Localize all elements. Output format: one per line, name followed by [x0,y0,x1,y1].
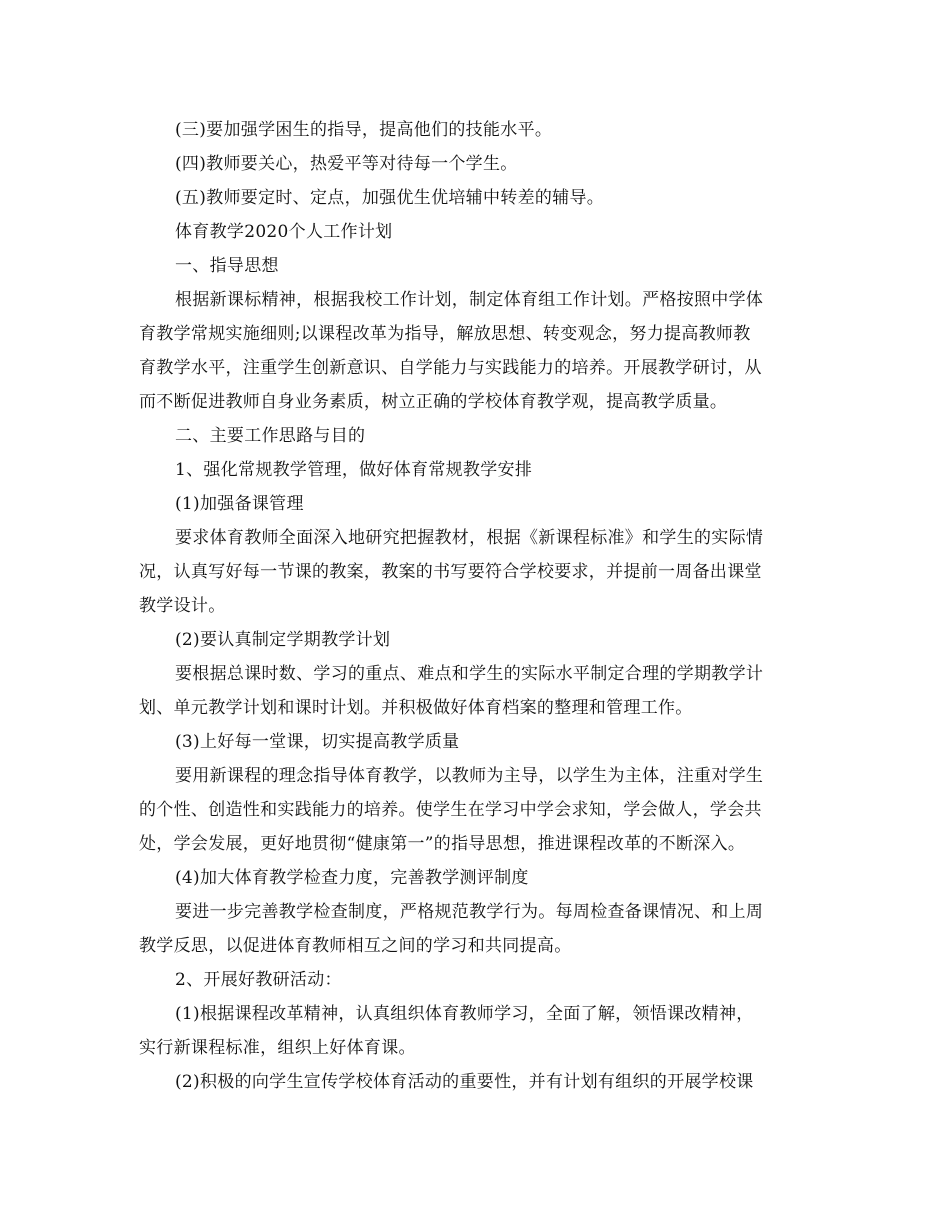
text-line: 实行新课程标准，组织上好体育课。 [139,1038,416,1058]
text-line: 体育教学2020个人工作计划 [175,222,393,242]
text-line: (五)教师要定时、定点，加强优生优培辅中转差的辅导。 [175,188,605,208]
text-line: 二、主要工作思路与目的 [175,426,366,446]
text-line: 教学反思，以促进体育教师相互之间的学习和共同提高。 [139,936,572,956]
text-line: 根据新课标精神，根据我校工作计划，制定体育组工作计划。严格按照中学体 [175,290,764,310]
text-line: 要进一步完善教学检查制度，严格规范教学行为。每周检查备课情况、和上周 [175,902,764,922]
text-line: 的个性、创造性和实践能力的培养。使学生在学习中学会求知，学会做人，学会共 [139,800,762,820]
text-line: 要根据总课时数、学习的重点、难点和学生的实际水平制定合理的学期教学计 [175,664,764,684]
text-line: 2、开展好教研活动： [175,970,342,990]
text-line: (3)上好每一堂课，切实提高教学质量 [175,732,460,752]
text-line: (三)要加强学困生的指导，提高他们的技能水平。 [175,120,553,140]
text-line: 况，认真写好每一节课的教案，教案的书写要符合学校要求，并提前一周备出课堂 [139,562,762,582]
text-line: (2)要认真制定学期教学计划 [175,630,391,650]
text-line: (4)加大体育教学检查力度，完善教学测评制度 [175,868,529,888]
text-line: 育教学水平，注重学生创新意识、自学能力与实践能力的培养。开展教学研讨，从 [139,358,762,378]
text-line: (1)根据课程改革精神，认真组织体育教师学习，全面了解，领悟课改精神， [175,1004,754,1024]
text-line: (四)教师要关心，热爱平等对待每一个学生。 [175,154,518,174]
text-line: 育教学常规实施细则;以课程改革为指导，解放思想、转变观念，努力提高教师教 [139,324,751,344]
text-line: 要求体育教师全面深入地研究把握教材，根据《新课程标准》和学生的实际情 [175,528,764,548]
text-line: 一、指导思想 [175,256,279,276]
text-line: (1)加强备课管理 [175,494,304,514]
text-line: 教学设计。 [139,596,226,616]
text-line: (2)积极的向学生宣传学校体育活动的重要性，并有计划有组织的开展学校课 [175,1072,754,1092]
text-line: 1、强化常规教学管理，做好体育常规教学安排 [175,460,533,480]
text-line: 要用新课程的理念指导体育教学，以教师为主导，以学生为主体，注重对学生 [175,766,764,786]
document-body [139,113,815,1099]
text-line: 而不断促进教师自身业务素质，树立正确的学校体育教学观，提高教学质量。 [139,392,728,412]
text-line: 划、单元教学计划和课时计划。并积极做好体育档案的整理和管理工作。 [139,698,693,718]
text-line: 处，学会发展，更好地贯彻“健康第一”的指导思想，推进课程改革的不断深入。 [139,834,746,854]
